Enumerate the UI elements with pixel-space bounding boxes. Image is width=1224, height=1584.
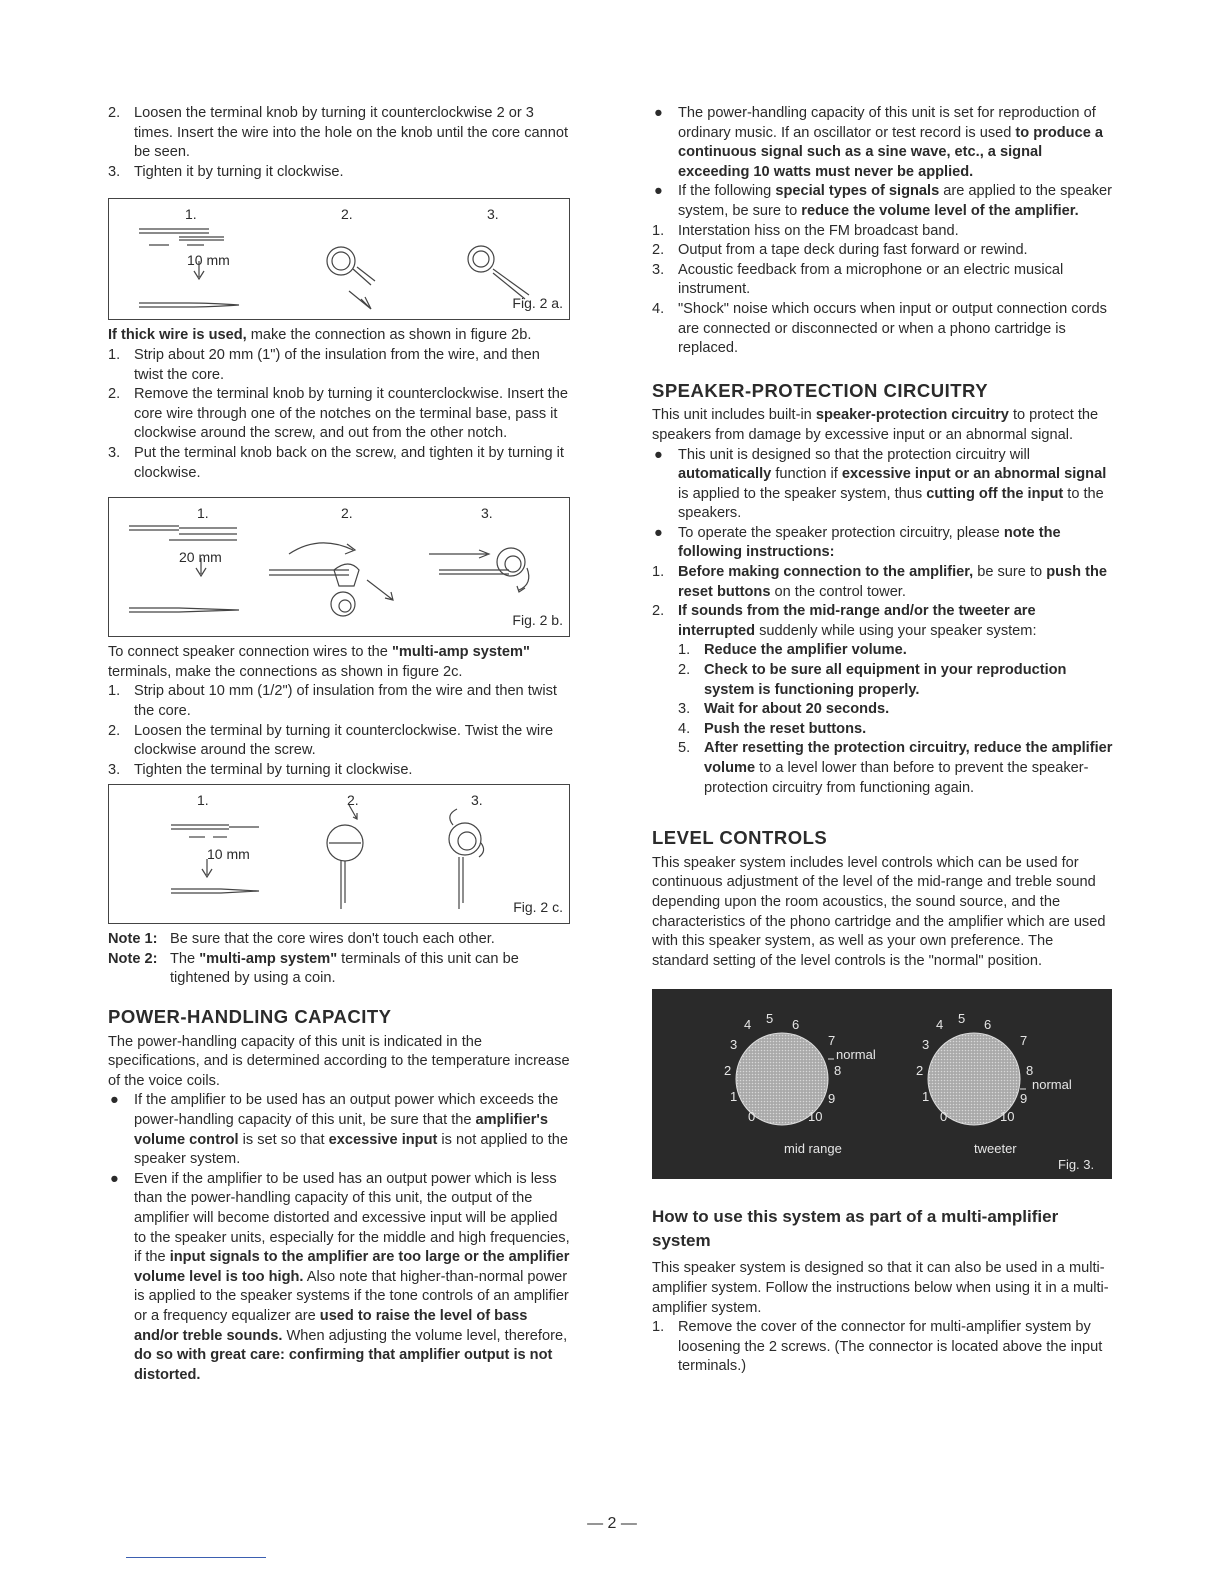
wire-strip-illustration	[109, 199, 569, 319]
figure-caption: Fig. 3.	[1058, 1157, 1095, 1173]
multi-amplifier-text: This speaker system is designed so that it can also be used in a multi-amplifier system. Follow the instructions below when using it in a multi-amplifier system.	[652, 1260, 1109, 1316]
list-item: 1. Reduce the amplifier volume.	[678, 642, 907, 659]
level-controls-heading: LEVEL CONTROLS	[652, 827, 828, 849]
level-controls-text: This speaker system includes level controls which can be used for continuous adjustment of the level of the mid-range and treble sound depending upon the room acoustics, the sound source, and the characteristics of the phono cartridge and the amplifier which are used with this speaker system, as well as your own preference. The standard setting of the level controls is the "normal" position.	[652, 854, 1106, 969]
list-item: 3. Tighten the terminal by turning it clockwise.	[108, 761, 413, 778]
multi-amplifier-heading: How to use this system as part of a multi-amplifier system	[652, 1207, 1059, 1251]
speaker-protection-heading: SPEAKER-PROTECTION CIRCUITRY	[652, 379, 989, 401]
list-item: 2. Loosen the terminal by turning it counterclockwise. Twist the wire clockwise around the screw.	[108, 722, 554, 759]
list-item: 3. Tighten it by turning it clockwise.	[108, 163, 344, 180]
list-item: 3. Wait for about 20 seconds.	[678, 701, 890, 718]
list-item: 1. Interstation hiss on the FM broadcast band.	[652, 222, 959, 239]
power-intro: The power-handling capacity of this unit is indicated in the specifications, and is determined according to the temperature increase of the voice coils.	[108, 1033, 570, 1089]
list-item: 1. Strip about 20 mm (1") of the insulation from the wire, and then twist the core.	[108, 346, 540, 383]
list-item: 5. After resetting the protection circuitry, reduce the amplifier volume to a level lower than before to prevent the speaker-protection circuitry from functioning again.	[678, 740, 1113, 796]
list-item: 1. Before making connection to the amplifier, be sure to push the reset buttons on the control tower.	[652, 564, 1107, 600]
right-column	[652, 104, 1114, 1377]
tweeter-label: tweeter	[974, 1141, 1017, 1157]
page-number: — 2 —	[587, 1515, 637, 1532]
list-item: 2. Output from a tape deck during fast forward or rewind.	[652, 242, 1028, 259]
figure-3-level-controls: 4 5 6 3 7 2 8 1 9 0 10 normal 4 5 6 3 7 2 8 1 9 0 10 normal mid range tweeter Fig. 3.	[652, 989, 1112, 1179]
protection-intro: This unit includes built-in speaker-protection circuitry to protect the speakers from damage by excessive input or an abnormal signal.	[652, 407, 1099, 443]
list-item: ● This unit is designed so that the protection circuitry will automatically function if excessive input or an abnormal signal is applied to the speaker system, thus cutting off the input to the speakers.	[652, 446, 1114, 524]
coin-terminal-illustration	[109, 785, 569, 923]
bullet-icon: ●	[110, 1170, 119, 1187]
bullet-icon: ●	[654, 524, 663, 541]
signal-types-list	[652, 222, 1114, 359]
bullet-icon: ●	[654, 105, 663, 121]
list-item: ● If the following special types of signals are applied to the speaker system, be sure to reduce the volume level of the amplifier.	[652, 182, 1114, 221]
list-item: ● If the amplifier to be used has an output power which exceeds the power-handling capacity of this unit, be sure that the amplifier's volume control is set so that excessive input is not applied to the speaker system.	[108, 1091, 570, 1169]
list-item: 2. Loosen the terminal knob by turning it counterclockwise 2 or 3 times. Insert the wire into the hole on the knob until the core cannot be seen.	[108, 105, 569, 161]
list-item: 4. Push the reset buttons.	[678, 720, 867, 737]
list-item: 2. If sounds from the mid-range and/or the tweeter are interrupted suddenly while using your speaker system:	[652, 603, 1037, 639]
figure-2b: 1. 2. 3. 20 mm Fig. 2 b.	[108, 497, 570, 637]
note-2: Note 2: The "multi-amp system" terminals of this unit can be tightened by using a coin.	[108, 950, 519, 987]
steps-b	[108, 346, 570, 483]
list-item: 2. Remove the terminal knob by turning it counterclockwise. Insert the core wire through one of the notches on the terminal base, pass it clockwise around the screw, and out from the other notch.	[108, 386, 568, 442]
left-column	[108, 104, 570, 1385]
list-item: 1. Remove the cover of the connector for multi-amplifier system by loosening the 2 screws. (The connector is located above the input terminals.)	[652, 1319, 1103, 1375]
thick-wire-intro: If thick wire is used, make the connection as shown in figure 2b.	[108, 327, 532, 344]
thick-wire-illustration	[109, 498, 569, 636]
list-item: 3. Put the terminal knob back on the screw, and tighten it by turning it clockwise.	[108, 444, 564, 481]
list-item: 2. Check to be sure all equipment in your reproduction system is functioning properly.	[678, 662, 1067, 698]
multi-amp-intro: To connect speaker connection wires to the "multi-amp system" terminals, make the connections as shown in figure 2c.	[108, 644, 530, 680]
list-item: 4. "Shock" noise which occurs when input or output connection cords are connected or disconnected or when a phono cartridge is replaced.	[652, 300, 1107, 357]
multi-amplifier-steps	[652, 1318, 1114, 1377]
list-item: ● The power-handling capacity of this unit is set for reproduction of ordinary music. If an oscillator or test record is used to produce a continuous signal such as a sine wave, etc., a signal exceeding 10 watts must never be applied.	[652, 104, 1114, 182]
note-1: Note 1: Be sure that the core wires don't touch each other.	[108, 931, 495, 948]
power-handling-heading: POWER-HANDLING CAPACITY	[108, 1006, 392, 1028]
steps-a	[108, 104, 570, 182]
list-item: 1. Strip about 10 mm (1/2") of insulation from the wire and then twist the core.	[108, 683, 557, 719]
figure-2a: 1. 2. 3. 10 mm Fig. 2 a.	[108, 198, 570, 320]
steps-c	[108, 682, 570, 780]
mid-range-label: mid range	[784, 1141, 842, 1157]
reset-steps-list	[678, 641, 1114, 798]
bullet-icon: ●	[654, 183, 663, 200]
list-item: 3. Acoustic feedback from a microphone or an electric musical instrument.	[652, 261, 1064, 298]
figure-2c: 1. 2. 3. 10 mm Fig. 2 c.	[108, 784, 570, 924]
bullet-icon: ●	[110, 1092, 119, 1109]
bullet-icon: ●	[654, 446, 663, 463]
footer-rule	[126, 1557, 266, 1558]
list-item: ● To operate the speaker protection circuitry, please note the following instructions:	[652, 524, 1114, 563]
list-item: ● Even if the amplifier to be used has an output power which is less than the power-handling capacity of this unit, the output of the amplifier will become distorted and excessive input will be applied to the speaker units, especially for the middle and high frequencies, if the input signals to the amplifier are too large or the amplifier volume level is too high. Also note that higher-than-normal power is applied to the speaker systems if the tone controls of an amplifier or a frequency equalizer are used to raise the level of bass and/or treble sounds. When adjusting the volume level, therefore, do so with great care: confirming that amplifier output is not distorted.	[108, 1170, 570, 1386]
